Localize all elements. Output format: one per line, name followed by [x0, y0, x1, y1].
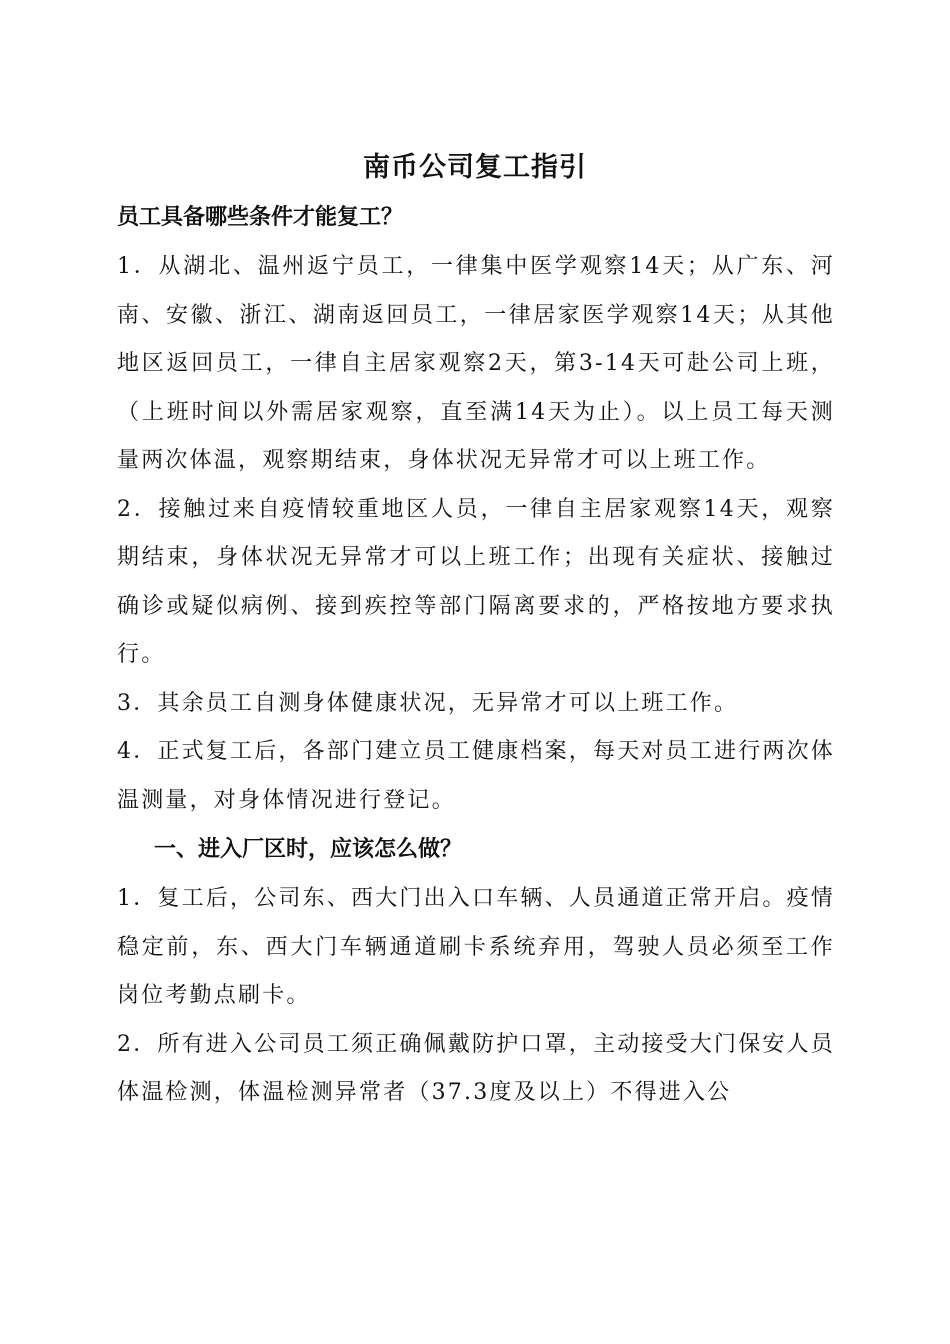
section-1-item-3: 3．其余员工自测身体健康状况，无异常才可以上班工作。 [117, 690, 739, 716]
section-2-heading: 一、进入厂区时，应该怎么做？ [154, 837, 463, 862]
section-1-item-2: 2．接触过来自疫情较重地区人员，一律自主居家观察14天，观察期结束，身体状况无异常才可以上班工作；出现有关症状、接触过确诊或疑似病例、接到疾控等部门隔离要求的，严格按地方要求执行。 [117, 496, 835, 667]
document-title: 南币公司复工指引 [363, 152, 587, 183]
section-2-item-2: 2．所有进入公司员工须正确佩戴防护口罩，主动接受大门保安人员体温检测，体温检测异常者（37.3度及以上）不得进入公 [117, 1031, 835, 1105]
section-2-item-1: 1．复工后，公司东、西大门出入口车辆、人员通道正常开启。疫情稳定前，东、西大门车辆通道刷卡系统弃用，驾驶人员必须至工作岗位考勤点刷卡。 [117, 886, 835, 1008]
section-1-item-1: 1．从湖北、温州返宁员工，一律集中医学观察14天；从广东、河南、安徽、浙江、湖南返回员工，一律居家医学观察14天；从其他地区返回员工，一律自主居家观察2天，第3-14天可赴公司上班，（上班时间以外需居家观察，直至满14天为止）。以上员工每天测量两次体温，观察期结束，身体状况无异常才可以上班工作。 [117, 254, 835, 473]
section-1-heading: 员工具备哪些条件才能复工？ [117, 205, 404, 230]
section-1-item-4: 4．正式复工后，各部门建立员工健康档案，每天对员工进行两次体温测量，对身体情况进行登记。 [117, 739, 835, 813]
document-body [117, 193, 835, 1118]
